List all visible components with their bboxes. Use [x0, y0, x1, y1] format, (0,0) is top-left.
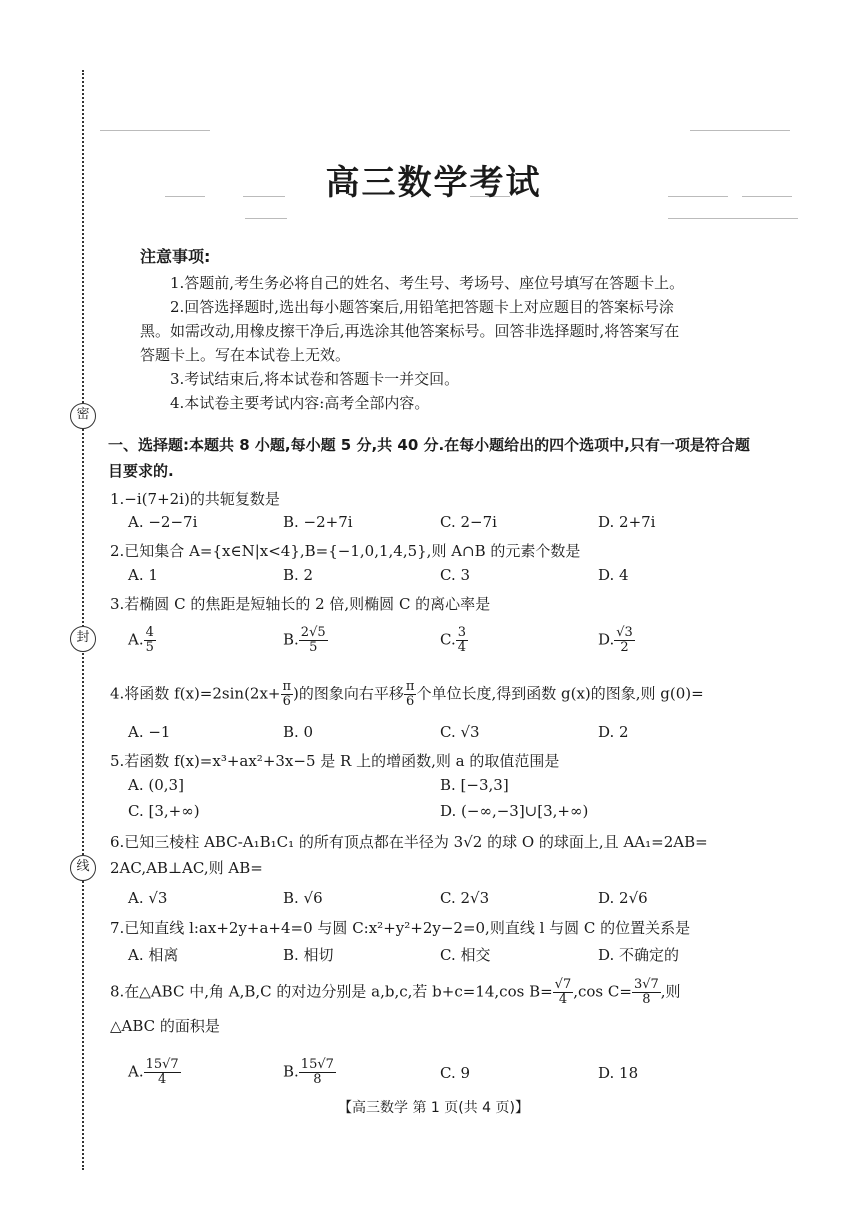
- question-4: [110, 680, 770, 709]
- binding-char-seal: 密: [70, 403, 96, 429]
- question-stem: 1.−i(7+2i)的共轭复数是: [110, 490, 280, 508]
- option-a: A. 1: [128, 566, 158, 584]
- option-a: A. $\frac{4}{5}$: [128, 625, 154, 655]
- question-stem-cont: 2AC,AB⊥AC,则 AB=: [110, 859, 263, 877]
- option-d: D. 2+7i: [598, 513, 656, 531]
- question-1: [110, 488, 770, 510]
- question-stem: 7.已知直线 l:ax+2y+a+4=0 与圆 C:x²+y²+2y−2=0,则直线 l 与圆 C 的位置关系是: [110, 919, 691, 937]
- option-d: D. 2√6: [598, 889, 648, 907]
- option-c: C. 9: [440, 1064, 471, 1082]
- option-a: A. $\frac{15√7}{4}$: [128, 1057, 179, 1087]
- page-title: 高三数学考试: [325, 163, 542, 203]
- option-c: C. 2√3: [440, 889, 490, 907]
- option-c: C. √3: [440, 723, 480, 741]
- notice-item: 2.回答选择题时,选出每小题答案后,用铅笔把答题卡上对应题目的答案标号涂: [170, 298, 674, 316]
- binding-dotted-line: [82, 70, 84, 1170]
- option-c: C. 相交: [440, 946, 491, 964]
- question-3: [110, 593, 770, 615]
- question-6: [110, 831, 770, 879]
- option-d: D. 2: [598, 723, 629, 741]
- decor-line: [690, 130, 790, 131]
- option-c: C. 3: [440, 566, 471, 584]
- decor-line: [100, 130, 210, 131]
- notice-block: [140, 244, 780, 415]
- question-stem-cont: △ABC 的面积是: [110, 1017, 220, 1035]
- decor-line: [668, 218, 798, 219]
- notice-item: 3.考试结束后,将本试卷和答题卡一并交回。: [170, 370, 460, 388]
- notice-item: 1.答题前,考生务必将自己的姓名、考生号、考场号、座位号填写在答题卡上。: [170, 274, 685, 292]
- page-footer: 【高三数学 第 1 页(共 4 页)】: [338, 1100, 529, 1116]
- question-5: [110, 750, 770, 772]
- option-b: B. $\frac{2√5}{5}$: [283, 625, 326, 655]
- question-stem: 8.在△ABC 中,角 A,B,C 的对边分别是 a,b,c,若 b+c=14,cos B= $\frac{√7}{4}$ ,cos C= $\frac{3√7}{8}$ ,则: [110, 977, 681, 1007]
- option-a: A. −2−7i: [128, 513, 198, 531]
- question-8: [110, 978, 770, 1037]
- binding-char-line: 线: [70, 855, 96, 881]
- option-d: D. (−∞,−3]∪[3,+∞): [440, 802, 589, 820]
- option-d: D. $\frac{√3}{2}$: [598, 625, 633, 655]
- question-stem: 2.已知集合 A={x∈N|x<4},B={−1,0,1,4,5},则 A∩B 的元素个数是: [110, 542, 581, 560]
- question-stem: 3.若椭圆 C 的焦距是短轴长的 2 倍,则椭圆 C 的离心率是: [110, 595, 491, 613]
- binding-char-close: 封: [70, 626, 96, 652]
- option-b: B. [−3,3]: [440, 776, 509, 794]
- option-b: B. $\frac{15√7}{8}$: [283, 1057, 334, 1087]
- question-7: [110, 917, 770, 939]
- question-stem: 4.将函数 f(x)=2sin(2x+ $\frac{\pi}{6}$ )的图象向右平移 $\frac{\pi}{6}$ 个单位长度,得到函数 g(x)的图象,则 g(0)=: [110, 679, 704, 709]
- option-c: C. [3,+∞): [128, 802, 200, 820]
- option-a: A. (0,3]: [128, 776, 184, 794]
- question-stem: 5.若函数 f(x)=x³+ax²+3x−5 是 R 上的增函数,则 a 的取值范围是: [110, 752, 560, 770]
- section-heading: 一、选择题:本题共 8 小题,每小题 5 分,共 40 分.在每小题给出的四个选项中,只有一项是符合题目要求的.: [108, 436, 750, 480]
- notice-item: 4.本试卷主要考试内容:高考全部内容。: [170, 394, 430, 412]
- notice-item: 黑。如需改动,用橡皮擦干净后,再选涂其他答案标号。回答非选择题时,将答案写在: [140, 322, 680, 340]
- option-d: D. 不确定的: [598, 946, 680, 964]
- option-b: B. √6: [283, 889, 323, 907]
- notice-heading: 注意事项:: [140, 247, 211, 266]
- option-d: D. 18: [598, 1064, 639, 1082]
- option-c: C. $\frac{3}{4}$: [440, 625, 466, 655]
- option-b: B. 0: [283, 723, 314, 741]
- question-2: [110, 540, 770, 562]
- question-stem: 6.已知三棱柱 ABC-A₁B₁C₁ 的所有顶点都在半径为 3√2 的球 O 的球面上,且 AA₁=2AB=: [110, 833, 708, 851]
- option-b: B. 2: [283, 566, 314, 584]
- option-a: A. 相离: [128, 946, 179, 964]
- notice-item: 答题卡上。写在本试卷上无效。: [140, 346, 351, 364]
- option-b: B. −2+7i: [283, 513, 353, 531]
- option-b: B. 相切: [283, 946, 334, 964]
- option-c: C. 2−7i: [440, 513, 497, 531]
- decor-line: [245, 218, 287, 219]
- option-d: D. 4: [598, 566, 629, 584]
- option-a: A. −1: [128, 723, 171, 741]
- option-a: A. √3: [128, 889, 168, 907]
